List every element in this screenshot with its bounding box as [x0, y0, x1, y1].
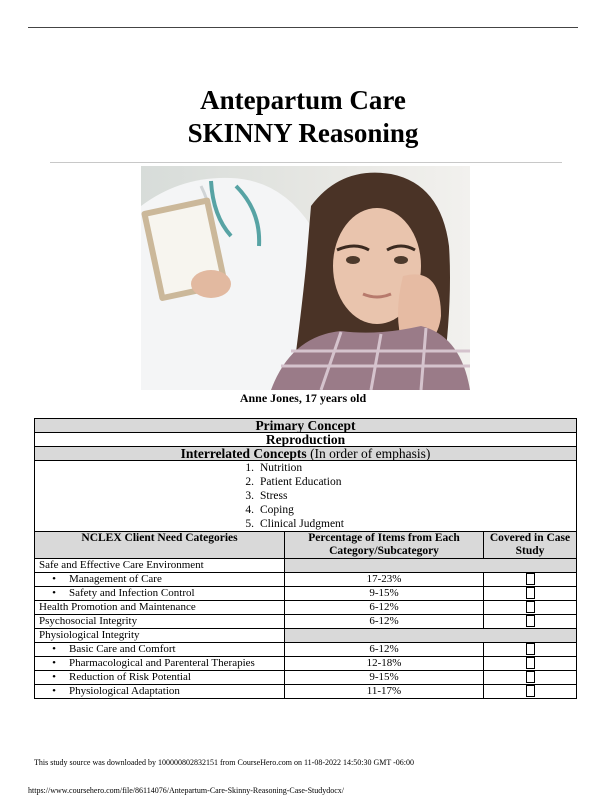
bullet-icon [39, 573, 69, 586]
bullet-icon [39, 685, 69, 698]
primary-concept-header-row [35, 419, 577, 433]
checkbox-icon[interactable] [526, 657, 535, 669]
photo-caption: Anne Jones, 17 years old [239, 391, 367, 405]
list-item [232, 517, 382, 531]
table-row [35, 685, 577, 699]
primary-concept-value: Reproduction [35, 433, 577, 447]
interrelated-list-cell [35, 461, 577, 532]
bullet-icon [39, 643, 69, 656]
primary-concept-value-row [35, 433, 577, 447]
list-item [232, 475, 382, 489]
interrelated-concepts-list [232, 461, 382, 531]
table-row [35, 615, 577, 629]
concept-label: Clinical Judgment [260, 518, 345, 530]
table-row [35, 643, 577, 657]
covered-cell [484, 601, 577, 615]
list-number: 4. [245, 504, 254, 516]
bullet-icon [39, 587, 69, 600]
top-rule [28, 27, 578, 28]
concept-label: Stress [260, 490, 288, 502]
concepts-table [34, 418, 577, 699]
covered-cell [484, 587, 577, 601]
section-filler [285, 559, 577, 573]
list-item [232, 503, 382, 517]
document-title [0, 84, 606, 150]
category-cell [35, 573, 285, 587]
interrelated-header [35, 447, 577, 461]
table-row [35, 587, 577, 601]
section-filler [285, 629, 577, 643]
primary-concept-label: Primary Concept [35, 419, 577, 433]
title-divider [50, 162, 562, 163]
list-number: 2. [245, 476, 254, 488]
checkbox-icon[interactable] [526, 685, 535, 697]
category-cell [35, 671, 285, 685]
percentage-value: 9-15% [285, 671, 484, 685]
checkbox-icon[interactable] [526, 615, 535, 627]
interrelated-label: Interrelated Concepts [180, 446, 307, 461]
col-header-covered: Covered in Case Study [484, 532, 577, 559]
category-label: Management of Care [69, 573, 162, 585]
patient-photo-illustration [141, 166, 470, 390]
concept-label: Patient Education [260, 476, 342, 488]
category-label: Health Promotion and Maintenance [35, 601, 285, 615]
interrelated-header-row [35, 447, 577, 461]
category-cell [35, 685, 285, 699]
category-cell [35, 657, 285, 671]
table-row [35, 629, 577, 643]
percentage-value: 6-12% [285, 615, 484, 629]
category-label: Safety and Infection Control [69, 587, 195, 599]
covered-cell [484, 685, 577, 699]
patient-photo [141, 166, 470, 390]
table-row [35, 657, 577, 671]
bullet-icon [39, 671, 69, 684]
checkbox-icon[interactable] [526, 573, 535, 585]
column-header-row [35, 532, 577, 559]
table-row [35, 573, 577, 587]
covered-cell [484, 573, 577, 587]
title-line-2: SKINNY Reasoning [187, 118, 419, 148]
percentage-value: 12-18% [285, 657, 484, 671]
percentage-value: 17-23% [285, 573, 484, 587]
category-cell [35, 587, 285, 601]
percentage-value: 6-12% [285, 643, 484, 657]
category-label: Reduction of Risk Potential [69, 671, 191, 683]
percentage-value: 6-12% [285, 601, 484, 615]
checkbox-icon[interactable] [526, 671, 535, 683]
list-number: 1. [245, 462, 254, 474]
category-label: Safe and Effective Care Environment [35, 559, 285, 573]
source-url[interactable]: https://www.coursehero.com/file/86114076/Antepartum-Care-Skinny-Reasoning-Case-Studydocx/ [28, 786, 345, 795]
category-cell [35, 643, 285, 657]
title-line-1: Antepartum Care [200, 85, 406, 115]
category-label: Physiological Integrity [35, 629, 285, 643]
table-row [35, 559, 577, 573]
list-number: 3. [245, 490, 254, 502]
percentage-value: 11-17% [285, 685, 484, 699]
concept-label: Coping [260, 504, 294, 516]
percentage-value: 9-15% [285, 587, 484, 601]
list-item [232, 489, 382, 503]
category-label: Psychosocial Integrity [35, 615, 285, 629]
covered-cell [484, 643, 577, 657]
concept-label: Nutrition [260, 462, 303, 474]
category-label: Basic Care and Comfort [69, 643, 176, 655]
category-label: Pharmacological and Parenteral Therapies [69, 657, 255, 669]
interrelated-list-row [35, 461, 577, 532]
checkbox-icon[interactable] [526, 587, 535, 599]
covered-cell [484, 615, 577, 629]
interrelated-note: (In order of emphasis) [310, 446, 431, 461]
covered-cell [484, 657, 577, 671]
list-number: 5. [245, 518, 254, 530]
checkbox-icon[interactable] [526, 601, 535, 613]
bullet-icon [39, 657, 69, 670]
covered-cell [484, 671, 577, 685]
download-note: This study source was downloaded by 100000802832151 from CourseHero.com on 11-08-2022 14:50:30 GMT -06:00 [34, 758, 414, 767]
col-header-categories: NCLEX Client Need Categories [35, 532, 285, 559]
category-label: Physiological Adaptation [69, 685, 180, 697]
list-item [232, 461, 382, 475]
col-header-percentage: Percentage of Items from Each Category/Subcategory [285, 532, 484, 559]
table-row [35, 601, 577, 615]
table-row [35, 671, 577, 685]
checkbox-icon[interactable] [526, 643, 535, 655]
